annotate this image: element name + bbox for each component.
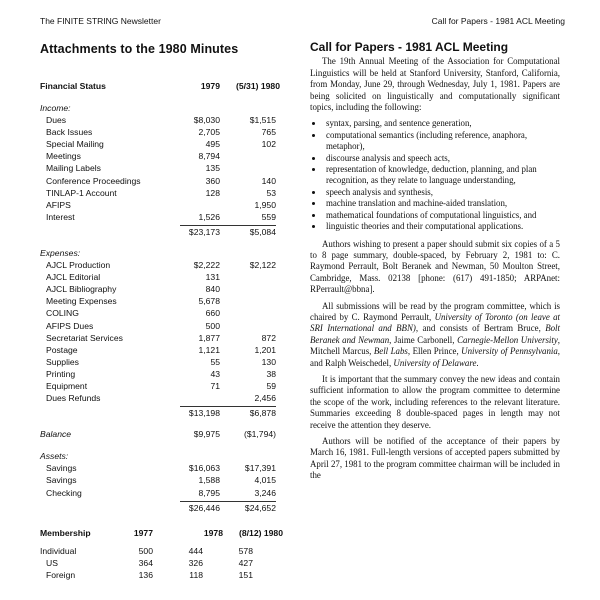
value-1977: 136 (138, 569, 153, 580)
attachments-title: Attachments to the 1980 Minutes (40, 42, 239, 56)
value-1979: 135 (205, 163, 220, 174)
membership-table (40, 545, 292, 581)
committee-text: , Mitchell Marcus, (310, 334, 560, 357)
value-1980: 38 (266, 368, 276, 379)
running-header-right: Call for Papers - 1981 ACL Meeting (431, 16, 565, 26)
table-row (40, 356, 292, 368)
value-1979: 2,705 (198, 127, 220, 138)
table-row (40, 380, 292, 392)
table-row (40, 187, 292, 199)
membership-row (40, 557, 292, 569)
table-row (40, 271, 292, 283)
value-1980: 3,246 (254, 487, 276, 498)
intro-paragraph: The 19th Annual Meeting of the Association for Computational Linguistics will be held at Stanford University, Stanford, California, from Monday, June 29, through Wednesday, July 1, 1981. Papers are being solicited on linguistically and computationally significant topics, including the following: (310, 56, 560, 113)
balance-1979: $9,975 (193, 429, 220, 440)
topic-item: • representation of knowledge, deduction, planning, and plan recognition, as they relate to language understanding, (324, 164, 560, 187)
summary-paragraph: It is important that the summary convey the new ideas and contain sufficient information to allow the program committee to determine the scope of the work, including references to the relevant literature. Summaries exceeding 8 double-spaced pages in length may not receive the attention they deserve. (310, 373, 560, 430)
value-1979: 500 (205, 320, 220, 331)
value-1980 (220, 320, 276, 332)
table-row (40, 344, 292, 356)
row-label: Individual (40, 545, 77, 556)
row-label: Conference Proceedings (46, 175, 141, 186)
row-label: AJCL Production (46, 260, 111, 271)
affiliation: University of Delaware (393, 357, 477, 368)
expenses-heading: Expenses: (40, 248, 81, 259)
value-1980: 578 (238, 545, 253, 556)
notification-paragraph: Authors will be notified of the acceptance of their papers by March 16, 1981. Full-length versions of accepted papers submitted by April 27, 1981 to the program committee chairman will be included in the (310, 436, 560, 481)
value-1980 (220, 271, 276, 283)
row-label: AJCL Bibliography (46, 284, 117, 295)
income-heading: Income: (40, 103, 71, 114)
committee-text: , Jaime Carbonell, (389, 334, 458, 345)
table-row (40, 199, 292, 211)
row-label: Checking (46, 487, 82, 498)
row-label: Back Issues (46, 127, 93, 138)
value-1978: 444 (188, 545, 203, 556)
financial-status-label: Financial Status (40, 81, 106, 91)
value-1980: 59 (266, 380, 276, 391)
income-total-row (40, 225, 292, 237)
table-row (40, 126, 292, 138)
row-label: Equipment (46, 380, 88, 391)
committee-text: , and Ralph Weischedel, (310, 346, 561, 368)
value-1979: 43 (210, 368, 220, 379)
row-label: Dues (46, 115, 67, 126)
value-1979 (180, 199, 220, 211)
value-1979: 495 (205, 139, 220, 150)
expenses-total-1980: $6,878 (220, 406, 276, 418)
table-row (40, 392, 292, 404)
left-column (40, 42, 292, 581)
value-1980: 872 (261, 332, 276, 343)
value-1979: 55 (210, 356, 220, 367)
value-1980: 427 (238, 557, 253, 568)
value-1980: $17,391 (244, 463, 276, 474)
assets-total-1979: $26,446 (180, 501, 220, 513)
topic-item: • syntax, parsing, and sentence generation, (324, 118, 560, 129)
committee-text: , and consists of Bertram Bruce, (415, 323, 546, 334)
row-label: Foreign (46, 569, 76, 580)
value-1979 (180, 392, 220, 404)
value-1977: 364 (138, 557, 153, 568)
assets-table (40, 462, 292, 498)
topic-item: • machine translation and machine-aided translation, (324, 198, 560, 209)
assets-heading: Assets: (40, 451, 69, 462)
value-1979: $8,030 (193, 115, 220, 126)
balance-label: Balance (40, 429, 72, 440)
balance-row (40, 428, 292, 440)
financial-col1: 1979 (200, 81, 220, 91)
committee-paragraph (310, 301, 560, 369)
table-row (40, 150, 292, 162)
membership-label: Membership (40, 527, 91, 538)
committee-text: . (476, 357, 479, 368)
call-for-papers-title: Call for Papers - 1981 ACL Meeting (310, 40, 509, 54)
row-label: Savings (46, 463, 77, 474)
right-column (310, 42, 560, 487)
value-1980: 4,015 (254, 475, 276, 486)
value-1979: 360 (205, 175, 220, 186)
expenses-total-row (40, 406, 292, 418)
expenses-table (40, 259, 292, 404)
value-1979: 71 (210, 380, 220, 391)
affiliation: University of Pennsylvania (461, 346, 558, 357)
value-1979: 128 (205, 187, 220, 198)
financial-header-row (40, 80, 292, 92)
row-label: Supplies (46, 356, 79, 367)
affiliation: Bell Labs (373, 346, 408, 357)
row-label: Special Mailing (46, 139, 104, 150)
row-label: TINLAP-1 Account (46, 187, 117, 198)
table-row (40, 162, 292, 174)
committee-text: , Ellen Prince, (407, 346, 462, 357)
value-1979: 1,877 (198, 332, 220, 343)
table-row (40, 474, 292, 486)
row-label: Meeting Expenses (46, 296, 117, 307)
financial-col2: (5/31) 1980 (236, 81, 280, 91)
row-label: US (46, 557, 58, 568)
membership-row (40, 545, 292, 557)
table-row (40, 259, 292, 271)
table-row (40, 211, 292, 223)
income-total-1979: $23,173 (180, 225, 220, 237)
row-label: AJCL Editorial (46, 272, 101, 283)
row-label: AFIPS Dues (46, 320, 94, 331)
value-1979: 660 (205, 308, 220, 319)
row-label: Secretariat Services (46, 332, 123, 343)
table-row (40, 320, 292, 332)
value-1978: 118 (189, 569, 203, 580)
value-1980 (220, 295, 276, 307)
value-1980: 140 (261, 175, 276, 186)
affiliation: Carnegie-Mellon University (457, 334, 558, 345)
table-row (40, 283, 292, 295)
topic-item: • discourse analysis and speech acts, (324, 153, 560, 164)
value-1980: 559 (261, 211, 276, 222)
expenses-total-1979: $13,198 (180, 406, 220, 418)
value-1980: 102 (261, 139, 276, 150)
value-1980: $1,515 (249, 115, 276, 126)
table-row (40, 138, 292, 150)
value-1980 (220, 150, 276, 162)
membership-col1: 1977 (133, 527, 153, 538)
value-1979: 5,678 (198, 296, 220, 307)
value-1980: 2,456 (254, 393, 276, 404)
value-1979: 131 (205, 272, 220, 283)
value-1980 (220, 283, 276, 295)
row-label: Interest (46, 211, 75, 222)
value-1979: 1,588 (198, 475, 220, 486)
value-1980: 130 (261, 356, 276, 367)
row-label: Savings (46, 475, 77, 486)
row-label: Postage (46, 344, 78, 355)
topic-item: • computational semantics (including reference, anaphora, metaphor), (324, 130, 560, 153)
value-1979: 1,121 (198, 344, 220, 355)
value-1979: 8,794 (198, 151, 220, 162)
table-row (40, 175, 292, 187)
table-row (40, 462, 292, 474)
value-1979: 1,526 (198, 211, 220, 222)
assets-total-row (40, 501, 292, 513)
membership-col2: 1978 (203, 527, 223, 538)
value-1980: 53 (266, 187, 276, 198)
topic-list (310, 118, 560, 232)
row-label: COLING (46, 308, 79, 319)
value-1980: $2,122 (249, 260, 276, 271)
topic-item: • mathematical foundations of computational linguistics, and (324, 210, 560, 221)
committee-text: All submissions will be read by the program committee, which is chaired by C. Raymond Perrault, (310, 300, 560, 322)
value-1980: 765 (261, 127, 276, 138)
value-1977: 500 (138, 545, 153, 556)
membership-row (40, 569, 292, 581)
membership-col3: (8/12) 1980 (239, 527, 283, 538)
row-label: Dues Refunds (46, 393, 101, 404)
table-row (40, 307, 292, 319)
value-1978: 326 (188, 557, 203, 568)
income-total-1980: $5,084 (220, 225, 276, 237)
value-1980: 151 (238, 569, 253, 580)
value-1980: 1,201 (254, 344, 276, 355)
value-1980 (220, 162, 276, 174)
table-row (40, 332, 292, 344)
topic-item: • speech analysis and synthesis, (324, 187, 560, 198)
table-row (40, 368, 292, 380)
value-1980 (220, 307, 276, 319)
membership-header-row (40, 527, 292, 539)
running-header-left: The FINITE STRING Newsletter (40, 16, 161, 26)
affiliation: Bolt Beranek and Newman (310, 323, 560, 345)
affiliation: University of Toronto (on leave at SRI International and BBN) (310, 311, 560, 334)
row-label: Meetings (46, 151, 81, 162)
value-1979: 8,795 (198, 487, 220, 498)
value-1979: $2,222 (193, 260, 220, 271)
row-label: Printing (46, 368, 76, 379)
assets-total-1980: $24,652 (220, 501, 276, 513)
value-1980: 1,950 (254, 199, 276, 210)
value-1979: 840 (205, 284, 220, 295)
income-table (40, 114, 292, 223)
table-row (40, 295, 292, 307)
topic-item: • linguistic theories and their computational applications. (324, 221, 560, 232)
value-1979: $16,063 (188, 463, 220, 474)
table-row (40, 114, 292, 126)
table-row (40, 487, 292, 499)
row-label: AFIPS (46, 199, 71, 210)
submission-paragraph: Authors wishing to present a paper should submit six copies of a 5 to 8 page summary, double-spaced, by February 2, 1981 to: C. Raymond Perrault, Bolt Beranek and Newman, 50 Moulton Street, Cambridge, Mass. 02138 [phone: (617) 491-1850; ARPAnet: RPerrault@bbna]. (310, 238, 560, 295)
row-label: Mailing Labels (46, 163, 101, 174)
balance-1980: ($1,794) (243, 429, 276, 440)
